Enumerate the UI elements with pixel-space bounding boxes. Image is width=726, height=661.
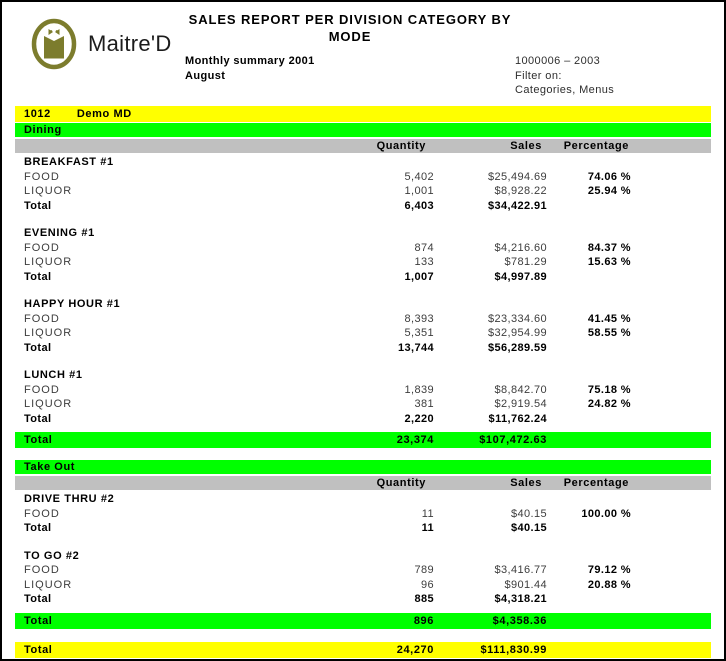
sales-value: $23,334.60 (487, 312, 547, 325)
quantity-total: 23,374 (396, 434, 434, 446)
column-header-sales: Sales (510, 140, 542, 152)
quantity-value: 789 (414, 564, 434, 577)
table-row (15, 312, 711, 327)
table-row (15, 397, 711, 412)
sales-value: $25,494.69 (487, 170, 547, 183)
quantity-total: 6,403 (404, 199, 434, 212)
store-name: Demo MD (76, 108, 132, 120)
quantity-total: 13,744 (397, 341, 434, 354)
sales-total: $4,997.89 (494, 270, 547, 283)
table-row (15, 241, 711, 256)
percentage-value: 15.63 % (587, 256, 631, 269)
table-row (15, 578, 711, 593)
quantity-value: 5,351 (404, 327, 434, 340)
total-label: Total (24, 270, 52, 283)
percentage-value: 75.18 % (587, 383, 631, 396)
sales-value: $901.44 (504, 578, 547, 591)
percentage-value: 84.37 % (587, 241, 631, 254)
table-row (15, 326, 711, 341)
percentage-value: 79.12 % (587, 564, 631, 577)
column-header-sales: Sales (510, 477, 542, 489)
table-row (15, 563, 711, 578)
report-body (15, 106, 711, 658)
section-title: BREAKFAST #1 (24, 156, 114, 169)
filter-value: Categories, Menus (515, 84, 615, 96)
store-bar (15, 106, 711, 122)
section-title: LUNCH #1 (24, 369, 83, 382)
quantity-total: 24,270 (396, 643, 434, 656)
total-label: Total (24, 199, 52, 212)
section-total-row (15, 341, 711, 356)
sales-value: $8,842.70 (494, 383, 547, 396)
mode-name: Dining (24, 124, 62, 136)
mode-total-bar-dining (15, 432, 711, 448)
quantity-value: 133 (414, 256, 434, 269)
sales-value: $781.29 (504, 256, 547, 269)
section-happy-hour-1 (15, 297, 711, 355)
section-title: TO GO #2 (24, 549, 80, 562)
row-label: LIQUOR (24, 185, 73, 198)
row-label: LIQUOR (24, 327, 73, 340)
section-title: HAPPY HOUR #1 (24, 298, 121, 311)
section-title: DRIVE THRU #2 (24, 493, 115, 506)
quantity-value: 1,839 (404, 383, 434, 396)
row-label: LIQUOR (24, 398, 73, 411)
sales-total: $11,762.24 (488, 412, 547, 425)
section-title-row (15, 155, 711, 170)
table-row (15, 383, 711, 398)
table-row (15, 507, 711, 522)
section-title-row (15, 297, 711, 312)
percentage-value: 58.55 % (587, 327, 631, 340)
mode-name: Take Out (24, 461, 76, 473)
section-drive-thru-2 (15, 492, 711, 536)
mode-bar-take-out (15, 460, 711, 474)
column-header-percentage: Percentage (563, 140, 629, 152)
section-total-row (15, 412, 711, 427)
quantity-value: 874 (414, 241, 434, 254)
sales-total: $111,830.99 (480, 643, 547, 656)
sales-total: $34,422.91 (487, 199, 547, 212)
row-label: FOOD (24, 564, 60, 577)
summary-type: Monthly summary 2001 (185, 55, 315, 67)
section-title-row (15, 492, 711, 507)
mode-total-bar-take-out (15, 613, 711, 629)
sales-value: $3,416.77 (494, 564, 547, 577)
total-label: Total (24, 412, 52, 425)
report-title-line1: SALES REPORT PER DIVISION CATEGORY BY (188, 12, 512, 27)
row-label: FOOD (24, 507, 60, 520)
percentage-value: 74.06 % (587, 170, 631, 183)
quantity-value: 381 (414, 398, 434, 411)
quantity-total: 896 (413, 614, 434, 627)
quantity-total: 2,220 (404, 412, 434, 425)
grand-total-bar (15, 642, 711, 658)
store-number: 1012 (24, 108, 51, 120)
table-row (15, 184, 711, 199)
report-title-line2: MODE (328, 29, 372, 44)
row-label: FOOD (24, 170, 60, 183)
column-header-quantity: Quantity (376, 477, 426, 489)
sales-value: $4,216.60 (494, 241, 547, 254)
row-label: FOOD (24, 312, 60, 325)
section-total-row (15, 270, 711, 285)
section-evening-1 (15, 226, 711, 284)
section-title-row (15, 226, 711, 241)
maitred-owl-book-icon (31, 18, 77, 70)
section-to-go-2 (15, 549, 711, 607)
sales-total: $4,318.21 (494, 593, 547, 606)
column-header-bar (15, 139, 711, 153)
brand-logo (31, 18, 172, 70)
quantity-value: 5,402 (404, 170, 434, 183)
sales-total: $107,472.63 (479, 434, 547, 446)
report-title (182, 11, 518, 45)
quantity-total: 885 (414, 593, 434, 606)
report-period: August (185, 70, 226, 82)
table-row (15, 255, 711, 270)
quantity-value: 1,001 (404, 185, 434, 198)
table-row (15, 170, 711, 185)
section-title-row (15, 549, 711, 564)
total-label: Total (24, 434, 53, 446)
section-total-row (15, 521, 711, 536)
percentage-value: 25.94 % (587, 185, 631, 198)
quantity-value: 8,393 (404, 312, 434, 325)
percentage-value: 100.00 % (581, 507, 631, 520)
sales-value: $32,954.99 (487, 327, 547, 340)
quantity-total: 1,007 (404, 270, 434, 283)
column-header-percentage: Percentage (563, 477, 629, 489)
sales-total: $40.15 (510, 522, 547, 535)
row-label: LIQUOR (24, 256, 73, 269)
column-header-bar (15, 476, 711, 490)
total-label: Total (24, 593, 52, 606)
filter-label: Filter on: (515, 69, 562, 82)
total-label: Total (24, 643, 53, 656)
sales-total: $4,358.36 (492, 614, 547, 627)
sales-value: $40.15 (510, 507, 547, 520)
quantity-value: 11 (421, 507, 434, 520)
report-id: 1000006 – 2003 (515, 55, 601, 67)
report-meta-right (515, 54, 614, 98)
report-meta-left (185, 54, 315, 84)
column-header-quantity: Quantity (376, 140, 426, 152)
report-header (2, 2, 724, 106)
row-label: FOOD (24, 241, 60, 254)
brand-name: Maitre'D (88, 31, 172, 56)
total-label: Total (24, 522, 52, 535)
sales-value: $2,919.54 (494, 398, 547, 411)
section-total-row (15, 592, 711, 607)
section-total-row (15, 199, 711, 214)
row-label: LIQUOR (24, 578, 73, 591)
row-label: FOOD (24, 383, 60, 396)
percentage-value: 41.45 % (587, 312, 631, 325)
total-label: Total (24, 614, 53, 627)
total-label: Total (24, 341, 52, 354)
quantity-total: 11 (421, 522, 434, 535)
section-lunch-1 (15, 368, 711, 426)
quantity-value: 96 (420, 578, 434, 591)
percentage-value: 20.88 % (587, 578, 631, 591)
section-title-row (15, 368, 711, 383)
percentage-value: 24.82 % (587, 398, 631, 411)
section-breakfast-1 (15, 155, 711, 213)
mode-bar-dining (15, 123, 711, 137)
sales-total: $56,289.59 (487, 341, 547, 354)
sales-value: $8,928.22 (494, 185, 547, 198)
section-title: EVENING #1 (24, 227, 95, 240)
